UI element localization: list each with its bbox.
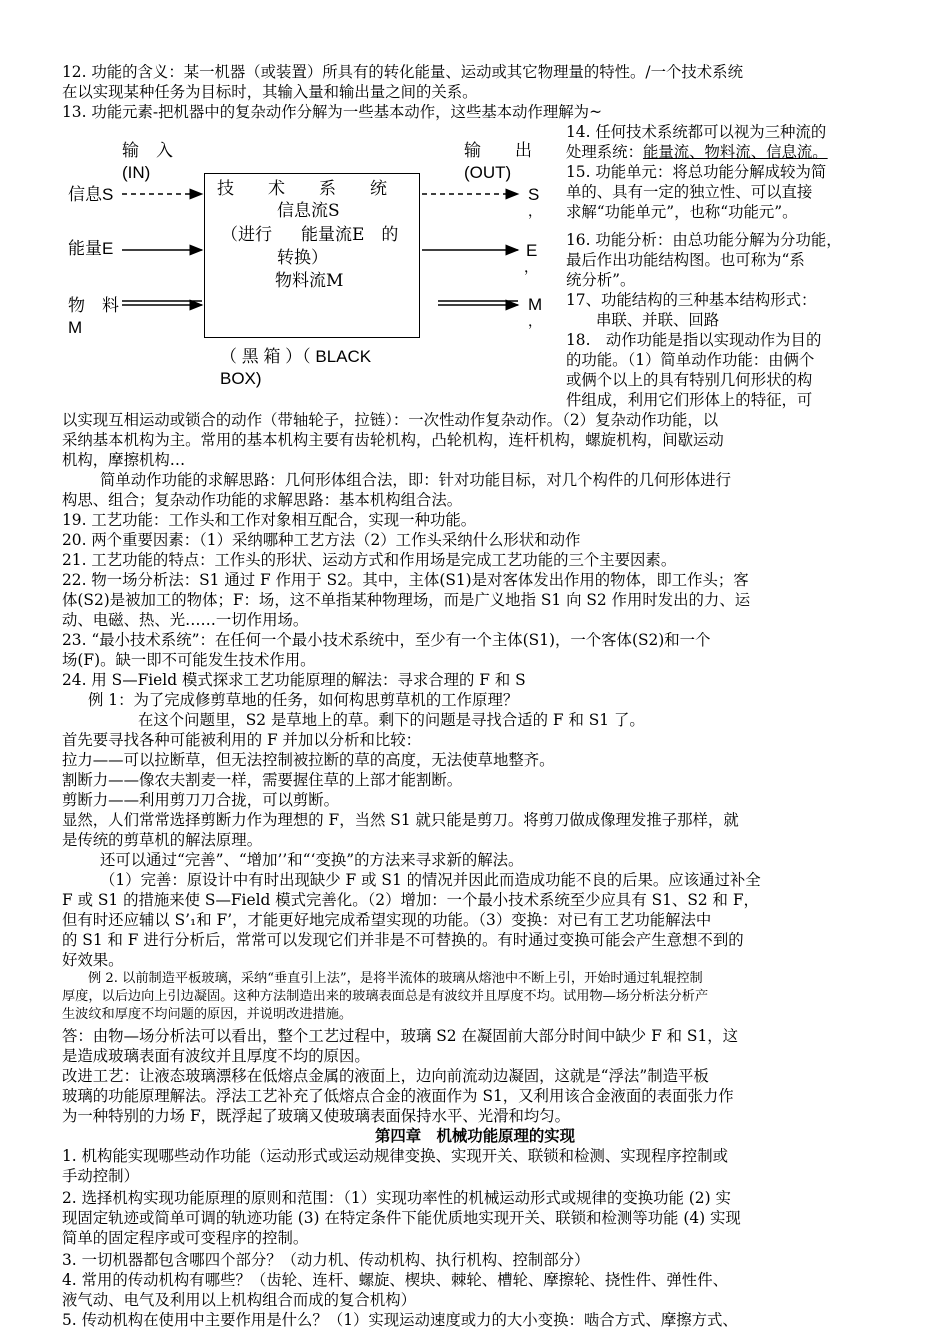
black-box-caption: （ 黑 箱 ）（ BLACK: [220, 347, 372, 366]
input-label: 输 入: [122, 141, 173, 160]
right-line-text: 处理系统：: [566, 143, 643, 161]
output-en-label: (OUT): [464, 163, 512, 182]
material-input-symbol: M: [68, 318, 83, 337]
chapter-line: 5. 传动机构在使用中主要作用是什么？（1）实现运动速度或力的大小变换：啮合方式、摩擦方式、: [62, 1311, 738, 1329]
box-material-flow: 物料流M: [275, 271, 344, 291]
text-line: 机构，摩擦机构…: [62, 451, 186, 469]
text-line: 以实现互相运动或锁合的动作（带轴轮子，拉链）：一次性动作复杂动作。（2）复杂动作功能，以: [62, 411, 719, 429]
text-line: 拉力——可以拉断草，但无法控制被拉断的草的高度，无法使草地整齐。: [62, 751, 555, 769]
text-line: 的 S1 和 F 进行分析后，常常可以发现它们并非是不可替换的。有时通过变换可能会产生意想不到的: [62, 931, 744, 949]
black-box-diagram: [62, 128, 562, 398]
example-line: 厚度，以后边向上引边凝固。这种方法制造出来的玻璃表面总是有波纹并且厚度不均。试用物—场分析法分析产: [62, 989, 709, 1004]
material-output-label: M: [528, 295, 543, 314]
box-info-flow: 信息流S: [277, 201, 340, 221]
text-line: 22. 物一场分析法：S1 通过 F 作用于 S2。其中，主体(S1)是对客体发出作用的物体，即工作头；客: [62, 571, 749, 589]
box-energy-flow: 能量流E 的: [301, 225, 399, 245]
energy-input-label: 能量E: [68, 239, 114, 258]
chapter-line: 液气动、电气及利用以上机构组合而成的复合机构）: [62, 1291, 416, 1309]
text-line: 12. 功能的含义：某一机器（或装置）所具有的转化能量、运动或其它物理量的特性。/一个技术系统: [62, 63, 743, 81]
text-line: 是传统的剪草机的解法原理。: [62, 831, 263, 849]
right-line: 最后作出功能结构图。也可称为“系: [566, 251, 805, 269]
text-line: 构思、组合；复杂动作功能的求解思路：基本机构组合法。: [62, 491, 463, 509]
right-line: 的功能。（1）简单动作功能：由俩个: [566, 351, 815, 369]
text-line: 21. 工艺功能的特点：工作头的形状、运动方式和作用场是完成工艺功能的三个主要因素。: [62, 551, 677, 569]
example-line: 生波纹和厚度不均问题的原因，并说明改进措施。: [62, 1007, 353, 1022]
text-line: 但有时还应辅以 S’₁和 F’，才能更好地完成希望实现的功能。（3）变换：对已有工艺功能解法中: [62, 911, 712, 929]
text-line: 24. 用 S—Field 模式探求工艺功能原理的解法：寻求合理的 F 和 S: [62, 671, 526, 689]
text-line: 显然，人们常常选择剪断力作为理想的 F，当然 S1 就只能是剪刀。将剪刀做成像理发推子那样，就: [62, 811, 739, 829]
text-line: 割断力——像农夫割麦一样，需要握住草的上部才能割断。: [62, 771, 463, 789]
text-line: 例 1：为了完成修剪草地的任务，如何构思剪草机的工作原理？: [88, 691, 519, 709]
box-transform-close: 转换）: [277, 248, 328, 268]
chapter-line: 4. 常用的传动机构有哪些？（齿轮、连杆、螺旋、楔块、棘轮、槽轮、摩擦轮、挠性件、弹性件、: [62, 1271, 728, 1289]
text-line: 采纳基本机构为主。常用的基本机构主要有齿轮机构，凸轮机构，连杆机构，螺旋机构，间歇运动: [62, 431, 724, 449]
three-flows-underlined: 能量流、物料流、信息流。: [642, 143, 828, 161]
chapter-line: 1. 机构能实现哪些动作功能（运动形式或运动规律变换、实现开关、联锁和检测、实现程序控制或: [62, 1147, 728, 1165]
box-title: 技 术 系 统: [217, 179, 387, 199]
output-label: 输 出: [464, 141, 532, 160]
text-line: 简单动作功能的求解思路：几何形体组合法，即：针对功能目标，对几个构件的几何形体进行: [100, 471, 732, 489]
right-line: 串联、并联、回路: [596, 311, 720, 329]
right-line: 件组成，利用它们形体上的特征，可: [566, 391, 813, 409]
chapter-line: 现固定轨迹或简单可调的轨迹功能 (3) 在特定条件下能优质地实现开关、联锁和检测等功能 (4) 实现: [62, 1209, 741, 1227]
answer-line: 为一种特别的力场 F，既浮起了玻璃又使玻璃表面保持水平、光滑和均匀。: [62, 1107, 571, 1125]
info-output-label: S: [528, 185, 540, 204]
chapter-line: 手动控制）: [62, 1167, 139, 1185]
material-input-label: 物 料: [68, 296, 119, 315]
right-line: [566, 142, 906, 162]
text-line: 20. 两个重要因素：（1）采纳哪种工艺方法（2）工作头采纳什么形状和动作: [62, 531, 581, 549]
chapter-line: 3. 一切机器都包含哪四个部分？（动力机、传动机构、执行机构、控制部分）: [62, 1251, 590, 1269]
right-line: 16. 功能分析：由总功能分解为分功能，: [566, 231, 842, 249]
text-line: （1）完善：原设计中有时出现缺少 F 或 S1 的情况并因此而造成功能不良的后果。应该通过补全: [100, 871, 761, 889]
info-output-comma: ，: [528, 203, 542, 219]
box-transform-open: （进行: [221, 225, 272, 245]
text-line: 体(S2)是被加工的物体；F：场，这不单指某种物理场，而是广义地指 S1 向 S2 作用时发出的力、运: [62, 591, 751, 609]
answer-line: 玻璃的功能原理解法。浮法工艺补充了低熔点合金的液面作为 S1，又利用该合金液面的表面张力作: [62, 1087, 734, 1105]
energy-output-label: E: [526, 241, 538, 260]
text-line: 好效果。: [62, 951, 124, 969]
energy-output-comma: ，: [524, 259, 538, 275]
right-line: 18. 动作功能是指以实现动作为目的: [566, 331, 822, 349]
chapter-line: 2. 选择机构实现功能原理的原则和范围：（1）实现功率性的机械运动形式或规律的变换功能 (2) 实: [62, 1189, 731, 1207]
text-line: F 或 S1 的措施来使 S—Field 模式完善化。（2）增加：一个最小技术系统至少应具有 S1、S2 和 F，: [62, 891, 759, 909]
right-line: 统分析”。: [566, 271, 636, 289]
text-line: 19. 工艺功能：工作头和工作对象相互配合，实现一种功能。: [62, 511, 477, 529]
black-box-caption-2: BOX): [220, 369, 262, 388]
text-line: 场(F)。缺一即不可能发生技术作用。: [62, 651, 316, 669]
technical-system-box: [204, 173, 420, 338]
example-line: 例 2. 以前制造平板玻璃，采纳“垂直引上法”，是将半流体的玻璃从熔池中不断上引，开始时通过轧辊控制: [88, 971, 703, 986]
text-line: 首先要寻找各种可能被利用的 F 并加以分析和比较：: [62, 731, 422, 749]
answer-line: 改进工艺：让液态玻璃漂移在低熔点金属的液面上，边向前流动边凝固，这就是“浮法”制造平板: [62, 1067, 709, 1085]
info-input-label: 信息S: [68, 185, 114, 204]
answer-line: 是造成玻璃表面有波纹并且厚度不均的原因。: [62, 1047, 370, 1065]
right-line: 17、功能结构的三种基本结构形式：: [566, 291, 817, 309]
text-line: 还可以通过“完善”、“增加’’和“‘变换”的方法来寻求新的解法。: [100, 851, 524, 869]
answer-line: 答：由物—场分析法可以看出，整个工艺过程中，玻璃 S2 在凝固前大部分时间中缺少 F 和 S1，这: [62, 1027, 739, 1045]
text-line: 在以实现某种任务为目标时，其输入量和输出量之间的关系。: [62, 83, 478, 101]
text-line: 剪断力——利用剪刀刀合拢，可以剪断。: [62, 791, 340, 809]
right-line: 14. 任何技术系统都可以视为三种流的: [566, 123, 827, 141]
text-line: 动、电磁、热、光……一切作用场。: [62, 611, 309, 629]
right-line: 或俩个以上的具有特别几何形状的构: [566, 371, 813, 389]
text-line: 23. “最小技术系统”：在任何一个最小技术系统中，至少有一个主体(S1)，一个客体(S2)和一个: [62, 631, 711, 649]
right-line: 单的、具有一定的独立性、可以直接: [566, 183, 813, 201]
right-line: 求解“功能单元”，也称“功能元”。: [566, 203, 798, 221]
text-line: 在这个问题里，S2 是草地上的草。剩下的问题是寻找合适的 F 和 S1 了。: [138, 711, 645, 729]
text-line: 13. 功能元素-把机器中的复杂动作分解为一些基本动作，这些基本动作理解为~: [62, 103, 602, 121]
right-line: 15. 功能单元：将总功能分解成较为简: [566, 163, 827, 181]
material-output-comma: ，: [528, 313, 542, 329]
chapter-title: 第四章 机械功能原理的实现: [374, 1127, 576, 1145]
input-en-label: (IN): [122, 163, 151, 182]
chapter-line: 简单的固定程序或可变程序的控制。: [62, 1229, 309, 1247]
